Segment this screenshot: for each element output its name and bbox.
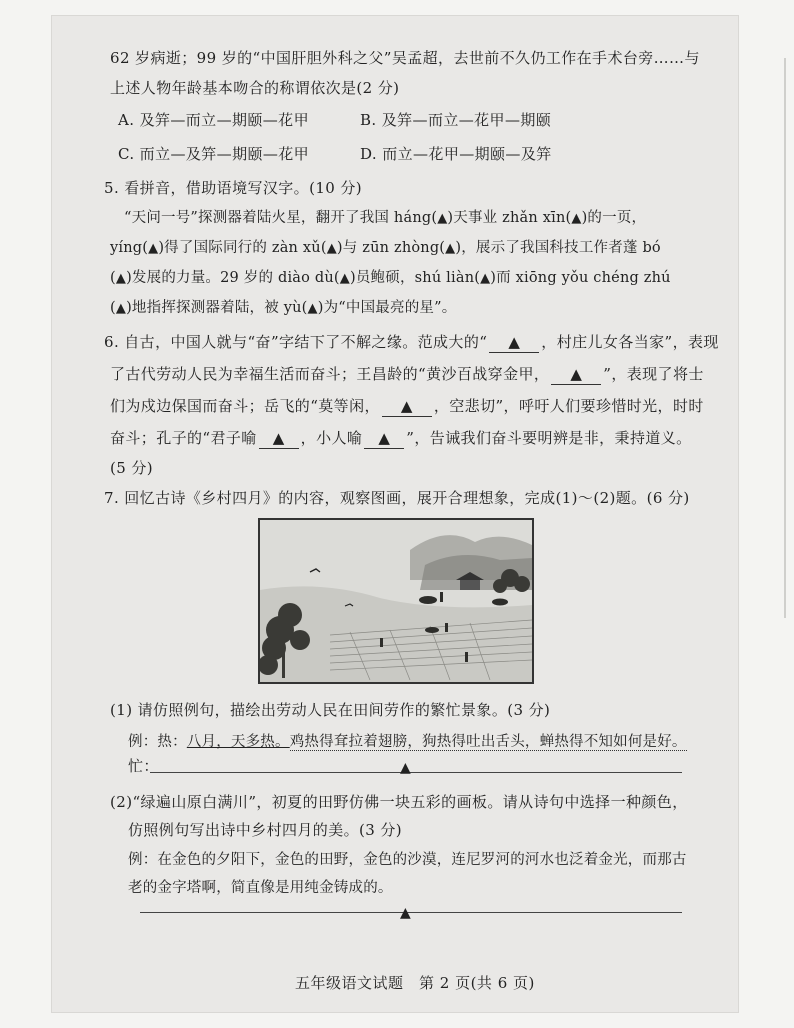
q6-l4-text-c: ”，告诫我们奋斗要明辨是非，秉持道义。 (406, 429, 692, 447)
page-footer: 五年级语文试题 第 2 页(共 6 页) (295, 974, 535, 992)
q5-l4-text-c: )为“中国最亮的星”。 (317, 300, 457, 316)
q5-l3-text-c: )员鲍硕，shú liàn( (349, 270, 481, 286)
q5-l3-text-b: )发展的力量。29 岁的 diào dù( (126, 270, 340, 286)
example-prefix: 例：热： (128, 734, 187, 750)
answer-triangle-icon: ▲ (437, 211, 448, 226)
q5-l2-text-b: )得了国际同行的 zàn xǔ( (158, 240, 327, 256)
q4-option-a: A. 及笄—而立—期颐—花甲 (118, 111, 309, 129)
q7-part2-title2: 仿照例句写出诗中乡村四月的美。(3 分) (128, 821, 403, 839)
q4-line1: 62 岁病逝；99 岁的“中国肝胆外科之父”吴孟超，去世前不久仍工作在手术台旁……与 (110, 49, 700, 67)
q6-score: (5 分) (110, 459, 154, 477)
example-rest-text: 鸡热得耷拉着翅膀，狗热得吐出舌头，蝉热得不知如何是好。 (289, 734, 687, 750)
q5-l1-text-c: )的一页， (581, 210, 647, 226)
q7-part2-example1: 例：在金色的夕阳下，金色的田野，金色的沙漠，连尼罗河的河水也泛着金光，而那古 (128, 852, 687, 868)
answer-triangle-icon: ▲ (364, 428, 404, 449)
q7-part2-title1: (2)“绿遍山原白满川”，初夏的田野仿佛一块五彩的画板。请从诗句中选择一种颜色， (110, 793, 688, 811)
q4-option-b: B. 及笄—而立—花甲—期颐 (360, 111, 552, 129)
q5-l3-text-a: ( (110, 270, 116, 286)
q5-l1-text-b: )天事业 zhǎn xīn( (447, 210, 572, 226)
q6-line1 (104, 332, 719, 353)
answer-triangle-icon: ▲ (307, 301, 318, 316)
answer-triangle-icon: ▲ (148, 241, 159, 256)
q7-part1-answer-label: 忙： (128, 757, 159, 775)
q5-l3-text-d: )而 xiōng yǒu chéng zhú (490, 270, 671, 286)
answer-line[interactable] (150, 772, 682, 773)
answer-line[interactable] (140, 912, 682, 913)
q6-l3-text-a: 们为戍边保国而奋斗；岳飞的“莫等闲， (110, 397, 380, 415)
q4-line2: 上述人物年龄基本吻合的称谓依次是(2 分) (110, 79, 400, 97)
q7-title: 7. 回忆古诗《乡村四月》的内容，观察图画，展开合理想象，完成(1)～(2)题。(6 分) (104, 489, 690, 507)
q6-line2 (110, 364, 704, 385)
q6-l2-text-a: 了古代劳动人民为幸福生活而奋斗；王昌龄的“黄沙百战穿金甲， (110, 365, 550, 383)
countryside-painting (258, 518, 534, 684)
q7-part1-title: (1) 请仿照例句，描绘出劳动人民在田间劳作的繁忙景象。(3 分) (110, 701, 551, 719)
answer-triangle-icon: ▲ (326, 241, 337, 256)
answer-triangle-icon: ▲ (339, 271, 350, 286)
answer-triangle-icon: ▲ (551, 364, 601, 385)
q7-part2-example2: 老的金字塔啊，简直像是用纯金铸成的。 (128, 880, 393, 896)
q6-l3-text-b: ，空悲切”，呼吁人们要珍惜时光，时时 (433, 397, 704, 415)
answer-triangle-icon: ▲ (259, 428, 299, 449)
q5-line1 (124, 208, 646, 229)
q5-l2-text-d: )，展示了我国科技工作者蓬 bó (455, 240, 661, 256)
answer-triangle-icon: ▲ (382, 396, 432, 417)
answer-triangle-icon: ▲ (489, 332, 539, 353)
q4-option-c: C. 而立—及笄—期颐—花甲 (118, 145, 310, 163)
q6-l4-text-a: 奋斗；孔子的“君子喻 (110, 429, 257, 447)
q6-l2-text-b: ”，表现了将士 (603, 365, 704, 383)
q5-line4 (110, 298, 456, 319)
answer-triangle-icon: ▲ (445, 241, 456, 256)
answer-triangle-icon: ▲ (400, 905, 411, 921)
q5-title: 5. 看拼音，借助语境写汉字。(10 分) (104, 179, 363, 197)
q5-l1-text-a: “天问一号”探测器着陆火星，翻开了我国 háng( (124, 210, 438, 226)
example-underlined-text: 八月，天多热。 (186, 734, 290, 750)
q7-part1-example (128, 732, 687, 752)
answer-triangle-icon: ▲ (115, 301, 127, 316)
answer-triangle-icon: ▲ (571, 211, 582, 226)
q5-l2-text-a: yíng( (110, 240, 149, 256)
q5-l2-text-c: )与 zūn zhòng( (336, 240, 446, 256)
answer-triangle-icon: ▲ (480, 271, 491, 286)
q5-l4-text-b: )地指挥探测器着陆，被 yù( (126, 300, 308, 316)
answer-triangle-icon: ▲ (400, 760, 411, 776)
q6-l1-text-a: 6. 自古，中国人就与“奋”字结下了不解之缘。范成大的“ (104, 333, 488, 351)
q4-option-d: D. 而立—花甲—期颐—及笄 (360, 145, 552, 163)
q5-l4-text-a: ( (110, 300, 116, 316)
q6-line3 (110, 396, 704, 417)
page-edge-shadow (784, 58, 786, 618)
q5-line3 (110, 268, 671, 289)
q6-l4-text-b: ，小人喻 (300, 429, 363, 447)
q6-line4 (110, 428, 692, 449)
answer-triangle-icon: ▲ (115, 271, 127, 286)
q5-line2 (110, 238, 661, 259)
q6-l1-text-b: ，村庄儿女各当家”，表现 (541, 333, 719, 351)
ink-landscape-illustration (260, 520, 532, 682)
